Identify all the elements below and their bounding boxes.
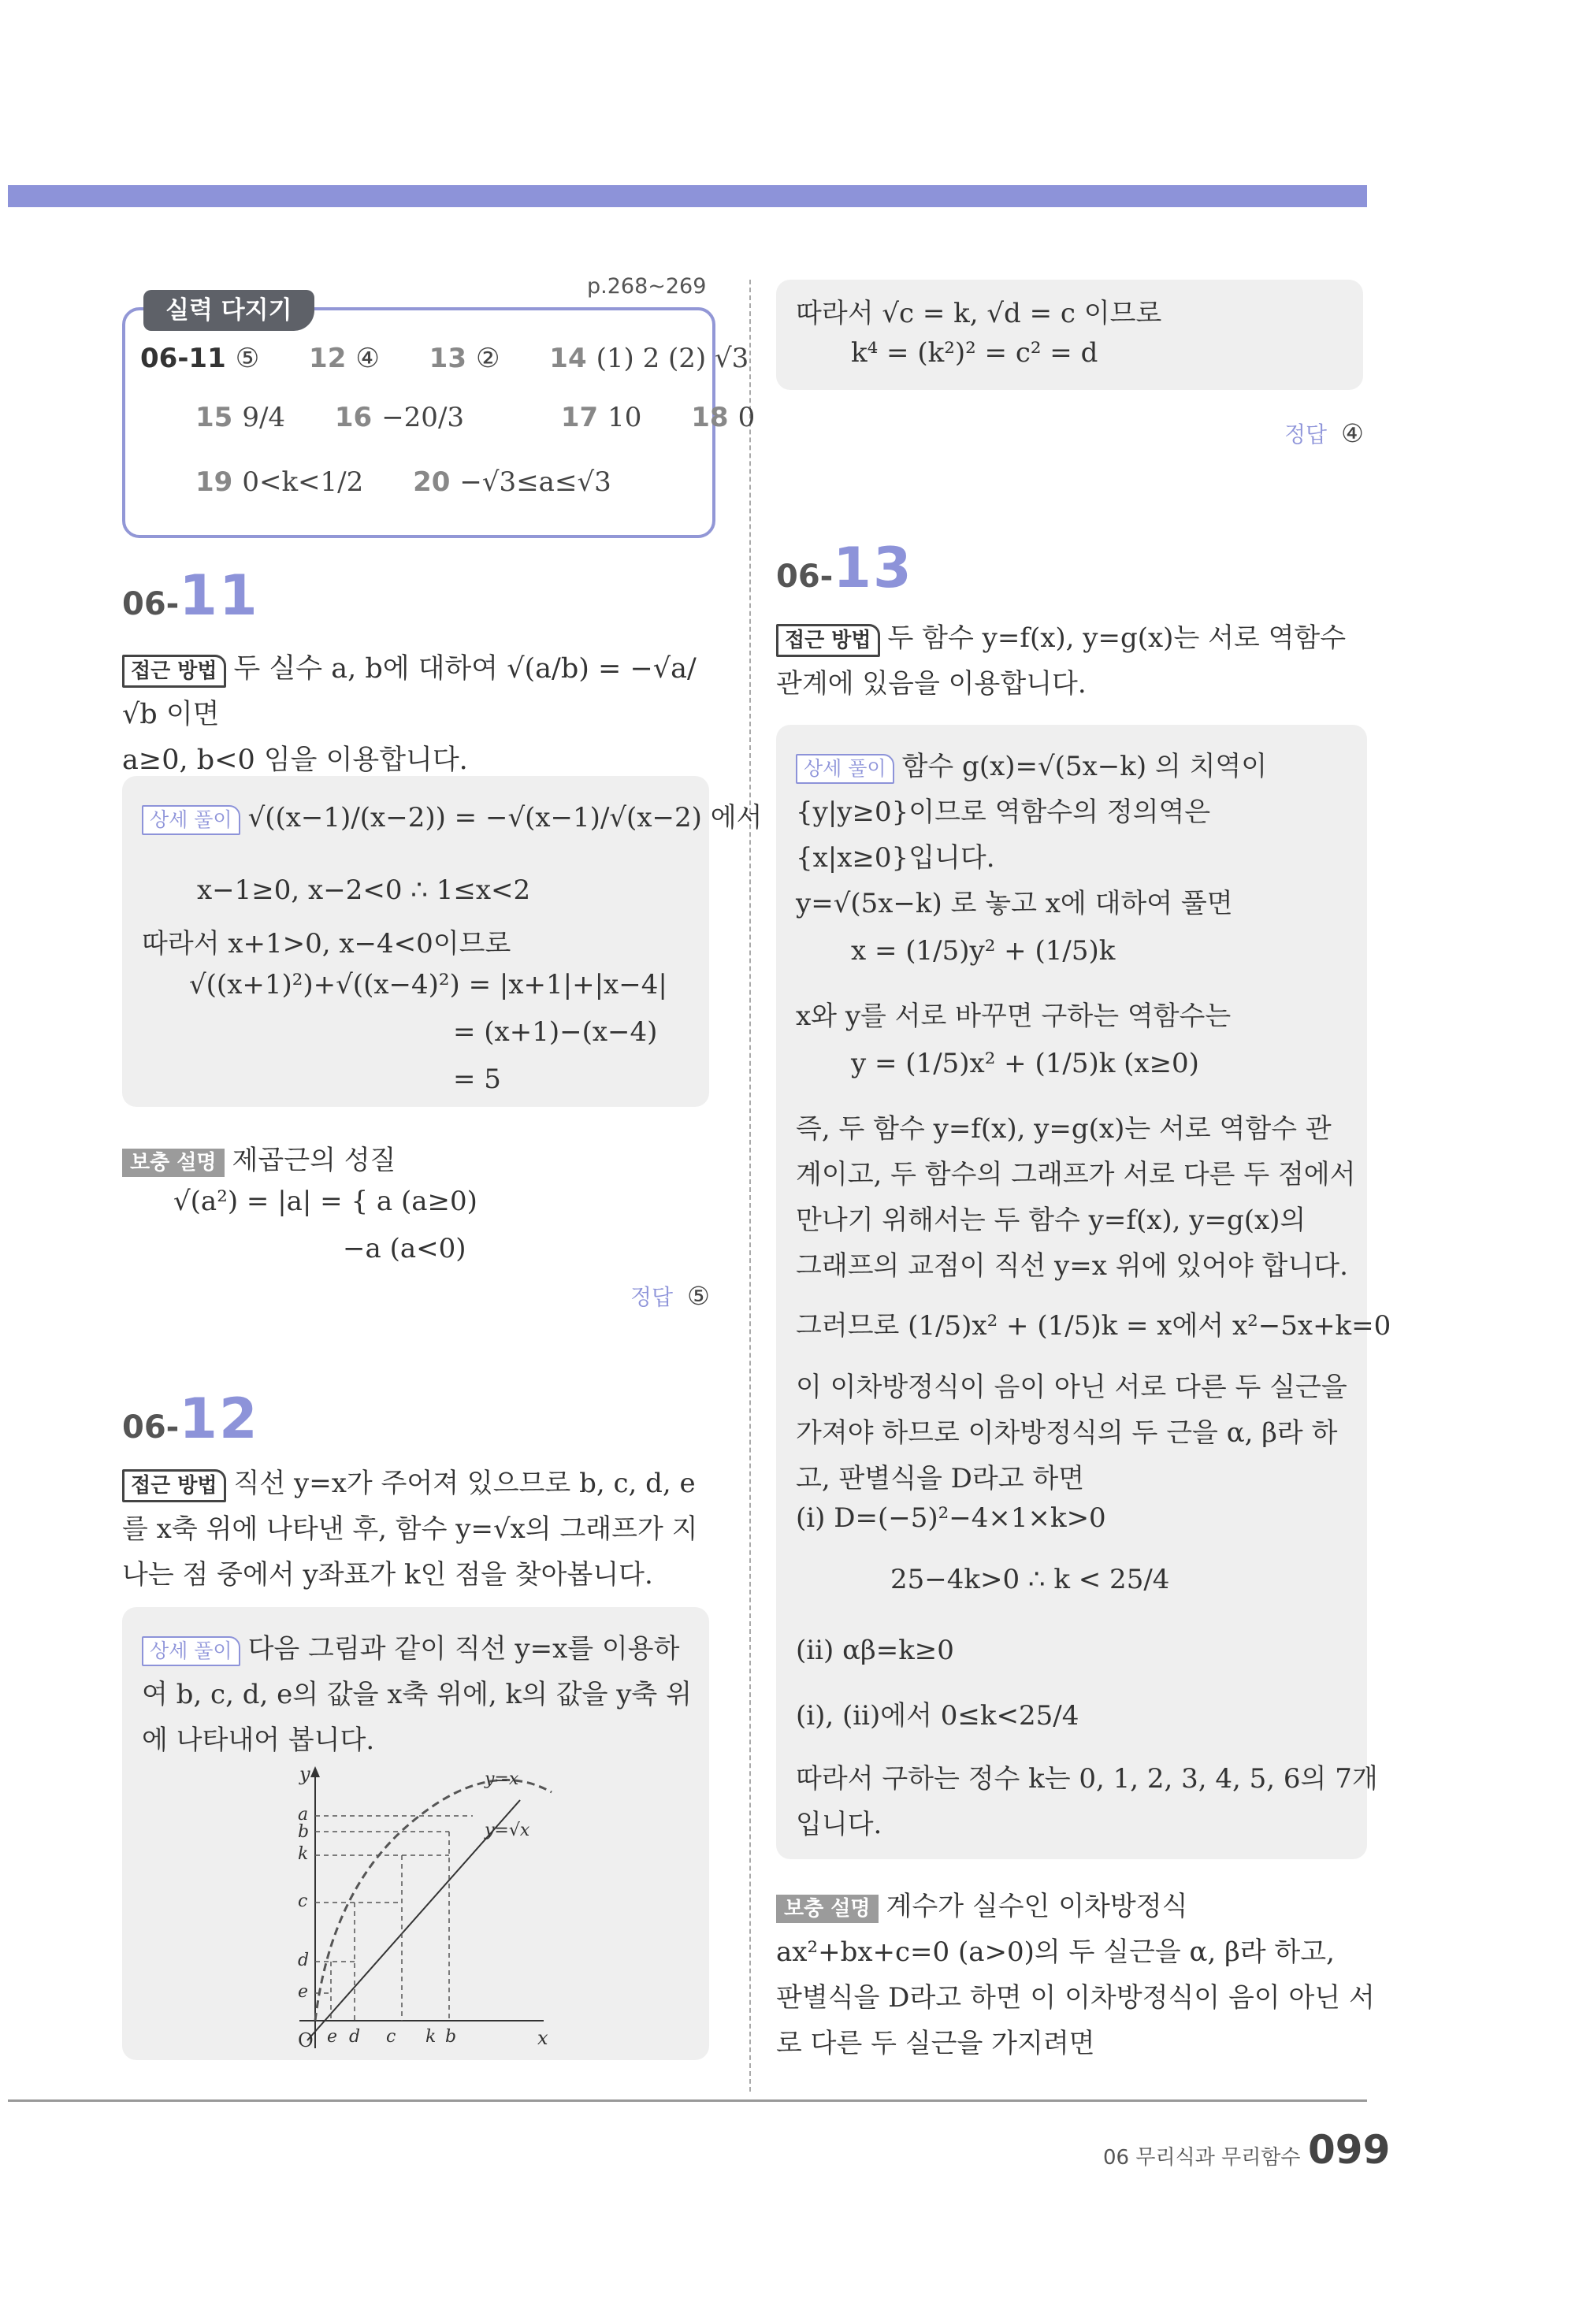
q13-approach xyxy=(776,616,1346,657)
q13-supp-line: 로 다른 두 실근을 가지려면 xyxy=(776,2028,1095,2059)
page-reference: p.268~269 xyxy=(587,274,707,299)
q13-detail-line: {x|x≥0}입니다. xyxy=(796,842,995,874)
q13-detail-line: 계이고, 두 함수의 그래프가 서로 다른 두 점에서 xyxy=(796,1159,1356,1190)
q11-approach-line2: a≥0, b<0 임을 이용합니다. xyxy=(122,744,468,776)
x-tick-d: d xyxy=(349,2027,361,2047)
q11-answer-value: ⑤ xyxy=(687,1281,710,1311)
q12-answer xyxy=(1284,418,1364,449)
column-divider xyxy=(749,280,751,2092)
q12-detail xyxy=(142,1627,679,1666)
answer-val: 9/4 xyxy=(242,402,286,433)
answer-num: 12 xyxy=(309,343,347,374)
q12-number: 12 xyxy=(179,1387,259,1451)
answer-num: 19 xyxy=(195,466,233,498)
q13-supp-line: 판별식을 D라고 하면 이 이차방정식이 음이 아닌 서 xyxy=(776,1982,1375,2014)
curve-label: y=√x xyxy=(485,1821,530,1840)
answer-val: −√3≤a≤√3 xyxy=(459,466,611,498)
q11-answer xyxy=(630,1280,710,1312)
q13-detail-line: 그러므로 (1/5)x² + (1/5)k = x에서 x²−5x+k=0 xyxy=(796,1310,1391,1342)
q13-supp xyxy=(776,1884,1187,1923)
q13-detail-line: y=√(5x−k) 로 놓고 x에 대하여 풀면 xyxy=(796,888,1233,919)
q12-detail-line: 에 나타내어 봅니다. xyxy=(142,1724,375,1756)
q13-detail-line: 이 이차방정식이 음이 아닌 서로 다른 두 실근을 xyxy=(796,1372,1347,1403)
q12-approach-line: 나는 점 중에서 y좌표가 k인 점을 찾아봅니다. xyxy=(122,1559,653,1591)
supp-label: 보충 설명 xyxy=(776,1895,879,1923)
answer-num: 20 xyxy=(413,466,451,498)
q13-prefix: 06- xyxy=(776,559,834,595)
q12-approach xyxy=(122,1461,696,1502)
answer-val: 0 xyxy=(737,402,756,433)
answer-label: 정답 xyxy=(1284,421,1328,447)
y-tick-b: b xyxy=(298,1822,310,1842)
detail-label: 상세 풀이 xyxy=(142,1636,240,1666)
x-tick-b: b xyxy=(445,2027,457,2047)
answer-val: ② xyxy=(476,343,500,374)
q11-number: 11 xyxy=(179,563,259,628)
q11-supp-line: −a (a<0) xyxy=(343,1233,466,1264)
q11-detail-line: = 5 xyxy=(453,1064,501,1095)
answer-row-3 xyxy=(195,466,652,498)
q13-detail-line: x = (1/5)y² + (1/5)k xyxy=(851,935,1116,967)
q13-detail-line: 25−4k>0 ∴ k < 25/4 xyxy=(890,1564,1170,1595)
x-tick-c: c xyxy=(386,2027,396,2047)
y-tick-e: e xyxy=(298,1982,309,2002)
q13-detail-line: 즉, 두 함수 y=f(x), y=g(x)는 서로 역함수 관 xyxy=(796,1113,1332,1145)
answer-val: ⑤ xyxy=(235,343,260,374)
q13-detail-line: 그래프의 교점이 직선 y=x 위에 있어야 합니다. xyxy=(796,1250,1348,1282)
origin-label: O xyxy=(298,2029,314,2051)
q11-detail-line xyxy=(142,796,762,835)
approach-label: 접근 방법 xyxy=(776,624,880,657)
q13-approach-text: 두 함수 y=f(x), y=g(x)는 서로 역함수 xyxy=(887,622,1347,654)
y-tick-c: c xyxy=(298,1891,308,1911)
q11-supp-title: 제곱근의 성질 xyxy=(232,1145,396,1176)
q13-supp-text: 계수가 실수인 이차방정식 xyxy=(886,1891,1188,1922)
q13-detail-line: y = (1/5)x² + (1/5)k (x≥0) xyxy=(851,1048,1199,1079)
q13-detail xyxy=(796,744,1267,784)
q13-detail-line: 입니다. xyxy=(796,1809,882,1840)
q11-supp-line: √(a²) = |a| = { a (a≥0) xyxy=(173,1186,477,1217)
x-tick-e: e xyxy=(327,2027,338,2047)
approach-label: 접근 방법 xyxy=(122,655,226,688)
q13-detail-line: 고, 판별식을 D라고 하면 xyxy=(796,1463,1085,1494)
top-color-bar xyxy=(8,185,1367,207)
answer-num: 18 xyxy=(691,402,729,433)
q12-approach-text: 직선 y=x가 주어져 있으므로 b, c, d, e xyxy=(233,1468,696,1499)
q11-detail-line: 따라서 x+1>0, x−4<0이므로 xyxy=(142,928,511,960)
q11-approach-line1: 두 실수 a, b에 대하여 √(a/b) = −√a/√b 이면 xyxy=(122,653,697,730)
y-tick-k: k xyxy=(298,1844,309,1864)
q12-prefix: 06- xyxy=(122,1409,180,1446)
q13-supp-line: ax²+bx+c=0 (a>0)의 두 실근을 α, β라 하고, xyxy=(776,1936,1335,1968)
page-number: 099 xyxy=(1308,2127,1391,2173)
q12-graph xyxy=(284,1765,567,2052)
y-axis-arrow xyxy=(310,1766,320,1777)
q13-detail-line: {y|y≥0}이므로 역함수의 정의역은 xyxy=(796,796,1211,828)
x-axis-label: x xyxy=(537,2027,548,2049)
q13-detail-line: (i), (ii)에서 0≤k<25/4 xyxy=(796,1700,1079,1732)
q11-detail-line: = (x+1)−(x−4) xyxy=(453,1016,658,1048)
q11-detail-line: √((x+1)²)+√((x−4)²) = |x+1|+|x−4| xyxy=(189,969,667,1001)
answer-val: 10 xyxy=(607,402,642,433)
q12-cont-line: 따라서 √c = k, √d = c 이므로 xyxy=(796,298,1162,329)
q12-approach-line: 를 x축 위에 나타낸 후, 함수 y=√x의 그래프가 지 xyxy=(122,1513,698,1545)
q12-detail-text: 다음 그림과 같이 직선 y=x를 이용하 xyxy=(247,1633,680,1665)
answer-box-tag: 실력 다지기 xyxy=(143,290,314,331)
answer-row-1 xyxy=(140,343,790,374)
answer-row-2 xyxy=(195,402,796,433)
q11-detail-text: √((x−1)/(x−2)) = −√(x−1)/√(x−2) 에서 xyxy=(247,802,763,833)
answer-num: 06-11 xyxy=(140,343,226,374)
q13-detail-line: 가져야 하므로 이차방정식의 두 근을 α, β라 하 xyxy=(796,1417,1338,1449)
approach-label: 접근 방법 xyxy=(122,1469,226,1502)
q12-answer-value: ④ xyxy=(1341,418,1364,448)
answer-num: 14 xyxy=(549,343,587,374)
q13-heading xyxy=(776,536,913,600)
answer-num: 15 xyxy=(195,402,233,433)
q13-detail-line: (i) D=(−5)²−4×1×k>0 xyxy=(796,1502,1106,1534)
answer-label: 정답 xyxy=(630,1284,674,1310)
answer-num: 13 xyxy=(429,343,466,374)
y-tick-d: d xyxy=(298,1951,310,1970)
q13-number: 13 xyxy=(833,536,913,600)
detail-label: 상세 풀이 xyxy=(796,754,894,784)
guide-lines xyxy=(315,1816,473,2021)
q12-cont-line: k⁴ = (k²)² = c² = d xyxy=(851,337,1098,369)
answer-num: 17 xyxy=(560,402,599,433)
answer-num: 16 xyxy=(334,402,373,433)
bottom-rule xyxy=(8,2099,1367,2102)
answer-val: −20/3 xyxy=(381,402,465,433)
answer-val: 0<k<1/2 xyxy=(242,466,364,498)
supp-label: 보충 설명 xyxy=(122,1149,225,1177)
q13-detail-line: x와 y를 서로 바꾸면 구하는 역함수는 xyxy=(796,1001,1232,1032)
q11-heading xyxy=(122,563,259,628)
q13-detail-text: 함수 g(x)=√(5x−k) 의 치역이 xyxy=(901,751,1268,782)
answer-val: (1) 2 (2) √3 xyxy=(596,343,749,374)
q12-detail-line: 여 b, c, d, e의 값을 x축 위에, k의 값을 y축 위 xyxy=(142,1679,692,1710)
q11-approach xyxy=(122,646,721,783)
q13-approach-line: 관계에 있음을 이용합니다. xyxy=(776,668,1087,700)
q13-detail-line: 따라서 구하는 정수 k는 0, 1, 2, 3, 4, 5, 6의 7개 xyxy=(796,1763,1378,1795)
q13-detail-line: (ii) αβ=k≥0 xyxy=(796,1635,954,1666)
q11-detail-line: x−1≥0, x−2<0 ∴ 1≤x<2 xyxy=(197,874,531,906)
answer-val: ④ xyxy=(355,343,380,374)
chapter-footer: 06 무리식과 무리함수 xyxy=(1103,2146,1301,2170)
q13-detail-line: 만나기 위해서는 두 함수 y=f(x), y=g(x)의 xyxy=(796,1205,1306,1236)
detail-label: 상세 풀이 xyxy=(142,805,240,835)
q11-prefix: 06- xyxy=(122,586,180,622)
y-tick-a: a xyxy=(298,1805,309,1825)
x-tick-k: k xyxy=(425,2027,437,2047)
q12-heading xyxy=(122,1387,259,1451)
line-label: y=x xyxy=(485,1769,519,1789)
q11-supp xyxy=(122,1138,396,1177)
y-axis-label: y xyxy=(299,1765,310,1785)
